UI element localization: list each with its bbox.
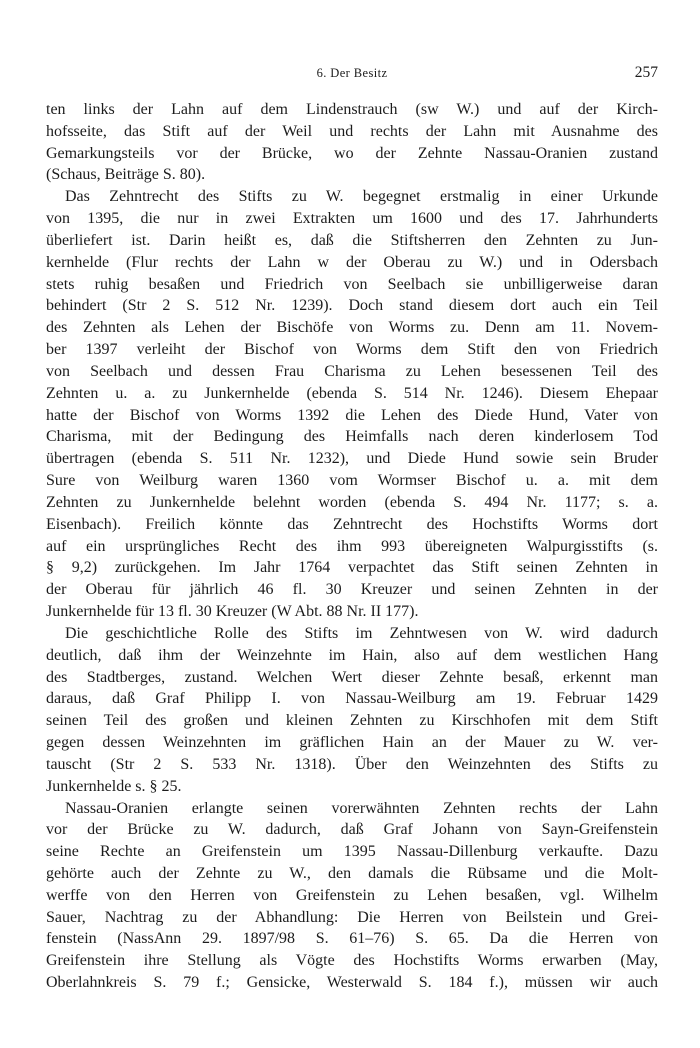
text-line: daraus, daß Graf Philipp I. von Nassau-Weilburg am 19. Februar 1429 [46,690,658,708]
text-line: übertragen (ebenda S. 511 Nr. 1232), und Diede Hund sowie sein Bruder [46,450,658,468]
text-line: des Zehnten als Lehen der Bischöfe von Worms zu. Denn am 11. Novem- [46,319,658,337]
text-line: Die geschichtliche Rolle des Stifts im Zehntwesen von W. wird dadurch [65,624,658,642]
text-line: Zehnten zu Junkernhelde belehnt worden (ebenda S. 494 Nr. 1177; s. a. [46,493,658,511]
text-line: werffe von den Herren von Greifenstein zu Lehen besaßen, vgl. Wilhelm [46,886,658,904]
text-line: Nassau-Oranien erlangte seinen vorerwähnten Zehnten rechts der Lahn [65,799,658,817]
text-line: kernhelde (Flur rechts der Lahn w der Oberau zu W.) und in Odersbach [46,253,658,271]
text-line: § 9,2) zurückgehen. Im Jahr 1764 verpachtet das Stift seinen Zehnten in [46,559,658,577]
text-line: Sure von Weilburg waren 1360 vom Wormser Bischof u. a. mit dem [46,472,658,490]
text-line: Das Zehntrecht des Stifts zu W. begegnet erstmalig in einer Urkunde [65,188,658,206]
text-line: Gemarkungsteils vor der Brücke, wo der Zehnte Nassau-Oranien zustand [46,144,658,162]
text-line: Oberlahnkreis S. 79 f.; Gensicke, Westerwald S. 184 f.), müssen wir auch [46,974,658,992]
text-line: Eisenbach). Freilich könnte das Zehntrecht des Hochstifts Worms dort [46,515,658,533]
text-line: Zehnten u. a. zu Junkernhelde (ebenda S. 514 Nr. 1246). Diesem Ehepaar [46,384,658,402]
text-line: von 1395, die nur in zwei Extrakten um 1600 und des 17. Jahrhunderts [46,210,658,228]
text-line: deutlich, daß ihm der Weinzehnte im Hain, also auf dem westlichen Hang [46,646,658,664]
text-line: seine Rechte an Greifenstein um 1395 Nassau-Dillenburg verkaufte. Dazu [46,843,658,861]
text-line: Greifenstein ihre Stellung als Vögte des Hochstifts Worms erwarben (May, [46,952,658,970]
text-line: der Oberau für jährlich 46 fl. 30 Kreuzer und seinen Zehnten in der [46,581,658,599]
text-line: fenstein (NassAnn 29. 1897/98 S. 61–76) S. 65. Da die Herren von [46,930,658,948]
text-line: Charisma, mit der Bedingung des Heimfalls nach deren kinderlosem Tod [46,428,658,446]
text-line: von Seelbach und dessen Frau Charisma zu Lehen besessenen Teil des [46,362,658,380]
text-line: (Schaus, Beiträge S. 80). [46,166,206,184]
text-line: seinen Teil des großen und kleinen Zehnten zu Kirschhofen mit dem Stift [46,712,658,730]
text-line: ber 1397 verleiht der Bischof von Worms dem Stift den von Friedrich [46,341,658,359]
text-line: des Stadtberges, zustand. Welchen Wert dieser Zehnte besaß, erkennt man [46,668,658,686]
text-line: ten links der Lahn auf dem Lindenstrauch (sw W.) und auf der Kirch- [46,101,658,118]
text-line: Junkernhelde s. § 25. [46,777,182,795]
running-head [46,66,658,88]
text-line: hofsseite, das Stift auf der Weil und rechts der Lahn mit Ausnahme des [46,122,658,140]
text-line: Junkernhelde für 13 fl. 30 Kreuzer (W Abt. 88 Nr. II 177). [46,603,419,621]
text-line: tauscht (Str 2 S. 533 Nr. 1318). Über den Weinzehnten des Stifts zu [46,755,658,773]
text-line: überliefert ist. Darin heißt es, daß die Stiftsherren den Zehnten zu Jun- [46,231,658,249]
chapter-title: 6. Der Besitz [316,66,388,80]
text-line: gegen dessen Weinzehnten im gräflichen Hain an der Mauer zu W. ver- [46,734,658,752]
text-line: vor der Brücke zu W. dadurch, daß Graf Johann von Sayn-Greifenstein [46,821,658,839]
text-line: hatte der Bischof von Worms 1392 die Lehen des Diede Hund, Vater von [46,406,658,424]
body-text [46,99,658,994]
text-line: auf ein ursprüngliches Recht des ihm 993 übereigneten Walpurgisstifts (s. [46,537,658,555]
page-number: 257 [634,64,658,81]
text-line: Sauer, Nachtrag zu der Abhandlung: Die Herren von Beilstein und Grei- [46,908,658,926]
text-line: gehörte auch der Zehnte zu W., den damals die Rübsame und die Molt- [46,864,658,882]
text-line: stets ruhig besaßen und Friedrich von Seelbach sie unbilligerweise daran [46,275,658,293]
text-line: behindert (Str 2 S. 512 Nr. 1239). Doch stand diesem dort auch ein Teil [46,297,658,315]
